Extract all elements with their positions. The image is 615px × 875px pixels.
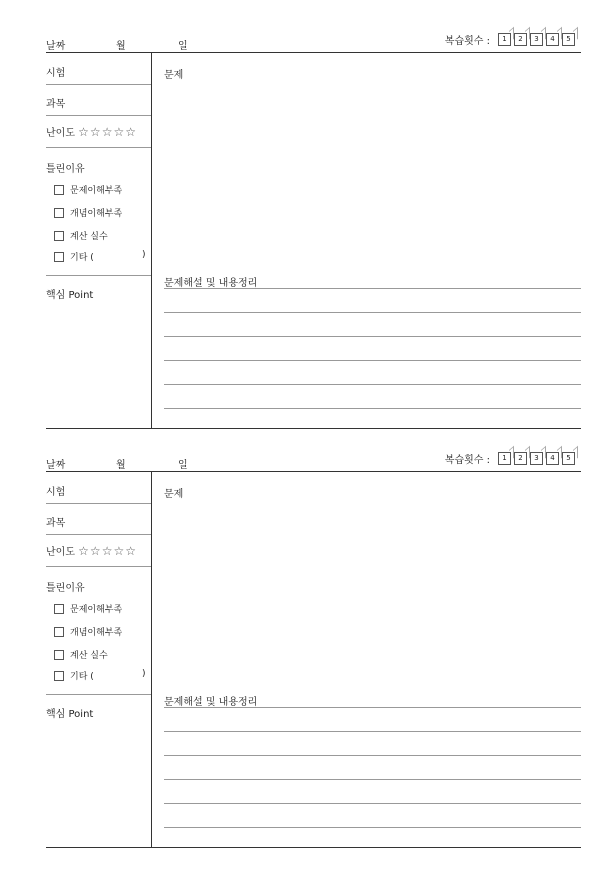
subject-label: 과목 — [46, 99, 66, 110]
writing-line[interactable] — [164, 288, 581, 289]
checkbox-icon[interactable] — [54, 185, 64, 195]
difficulty-row — [46, 124, 151, 139]
difficulty-row — [46, 543, 151, 558]
review-box-2[interactable]: 2 — [514, 452, 527, 465]
note-header — [46, 447, 581, 471]
etc-close-paren: ) — [142, 250, 146, 260]
difficulty-label: 난이도 — [46, 547, 75, 558]
reason-checkbox-1[interactable]: 문제이해부족 — [54, 602, 122, 615]
writing-line[interactable] — [164, 731, 581, 732]
divider — [46, 534, 151, 535]
review-count — [445, 32, 575, 47]
writing-line[interactable] — [164, 755, 581, 756]
question-label: 문제 — [164, 70, 184, 81]
review-box-3[interactable]: 3 — [530, 33, 543, 46]
difficulty-label: 난이도 — [46, 128, 75, 139]
writing-line[interactable] — [164, 827, 581, 828]
checkbox-icon[interactable] — [54, 252, 64, 262]
checkbox-icon[interactable] — [54, 671, 64, 681]
date-label: 날짜 — [46, 41, 66, 52]
checkbox-icon[interactable] — [54, 650, 64, 660]
checkbox-icon[interactable] — [54, 231, 64, 241]
key-point-label: 핵심 Point — [46, 709, 94, 720]
wrong-answer-note-1 — [46, 28, 581, 433]
day-label: 일 — [178, 41, 188, 52]
writing-line[interactable] — [164, 803, 581, 804]
review-count-label: 복습횟수 : — [444, 36, 490, 47]
column-divider — [151, 52, 152, 428]
exam-label: 시험 — [46, 68, 66, 79]
month-label: 월 — [116, 41, 126, 52]
writing-line[interactable] — [164, 707, 581, 708]
divider — [46, 147, 151, 148]
key-point-label: 핵심 Point — [46, 290, 94, 301]
review-box-2[interactable]: 2 — [514, 33, 527, 46]
bottom-border — [46, 847, 581, 848]
checkbox-icon[interactable] — [54, 604, 64, 614]
subject-label: 과목 — [46, 518, 66, 529]
reason-checkbox-2[interactable]: 개념이해부족 — [54, 625, 122, 638]
writing-line[interactable] — [164, 779, 581, 780]
writing-line[interactable] — [164, 312, 581, 313]
divider — [46, 115, 151, 116]
review-box-4[interactable]: 4 — [546, 33, 559, 46]
etc-close-paren: ) — [142, 669, 146, 679]
review-box-1[interactable]: 1 — [498, 33, 511, 46]
review-count-label: 복습횟수 : — [444, 455, 490, 466]
review-box-3[interactable]: 3 — [530, 452, 543, 465]
review-box-5[interactable]: 5 — [562, 452, 575, 465]
wrong-reason-label: 틀린이유 — [46, 164, 85, 175]
note-header — [46, 28, 581, 52]
writing-line[interactable] — [164, 336, 581, 337]
divider — [46, 566, 151, 567]
wrong-answer-note-2 — [46, 447, 581, 852]
divider — [46, 275, 151, 276]
reason-checkbox-3[interactable]: 계산 실수 — [54, 648, 108, 661]
exam-label: 시험 — [46, 487, 66, 498]
checkbox-icon[interactable] — [54, 627, 64, 637]
writing-line[interactable] — [164, 384, 581, 385]
review-count — [445, 451, 575, 466]
checkbox-icon[interactable] — [54, 208, 64, 218]
divider — [46, 84, 151, 85]
reason-checkbox-4[interactable]: 기타 ( — [54, 669, 94, 682]
reason-checkbox-2[interactable]: 개념이해부족 — [54, 206, 122, 219]
wrong-reason-label: 틀린이유 — [46, 583, 85, 594]
solution-label: 문제해설 및 내용정리 — [164, 697, 258, 708]
solution-label: 문제해설 및 내용정리 — [164, 278, 258, 289]
review-box-4[interactable]: 4 — [546, 452, 559, 465]
column-divider — [151, 471, 152, 847]
header-divider — [46, 471, 581, 472]
difficulty-stars-icon[interactable]: ☆☆☆☆☆ — [78, 125, 137, 139]
bottom-border — [46, 428, 581, 429]
reason-checkbox-3[interactable]: 계산 실수 — [54, 229, 108, 242]
day-label: 일 — [178, 460, 188, 471]
writing-line[interactable] — [164, 360, 581, 361]
divider — [46, 694, 151, 695]
review-box-1[interactable]: 1 — [498, 452, 511, 465]
reason-checkbox-1[interactable]: 문제이해부족 — [54, 183, 122, 196]
review-box-5[interactable]: 5 — [562, 33, 575, 46]
question-label: 문제 — [164, 489, 184, 500]
reason-checkbox-4[interactable]: 기타 ( — [54, 250, 94, 263]
date-label: 날짜 — [46, 460, 66, 471]
difficulty-stars-icon[interactable]: ☆☆☆☆☆ — [78, 544, 137, 558]
writing-line[interactable] — [164, 408, 581, 409]
header-divider — [46, 52, 581, 53]
divider — [46, 503, 151, 504]
month-label: 월 — [116, 460, 126, 471]
